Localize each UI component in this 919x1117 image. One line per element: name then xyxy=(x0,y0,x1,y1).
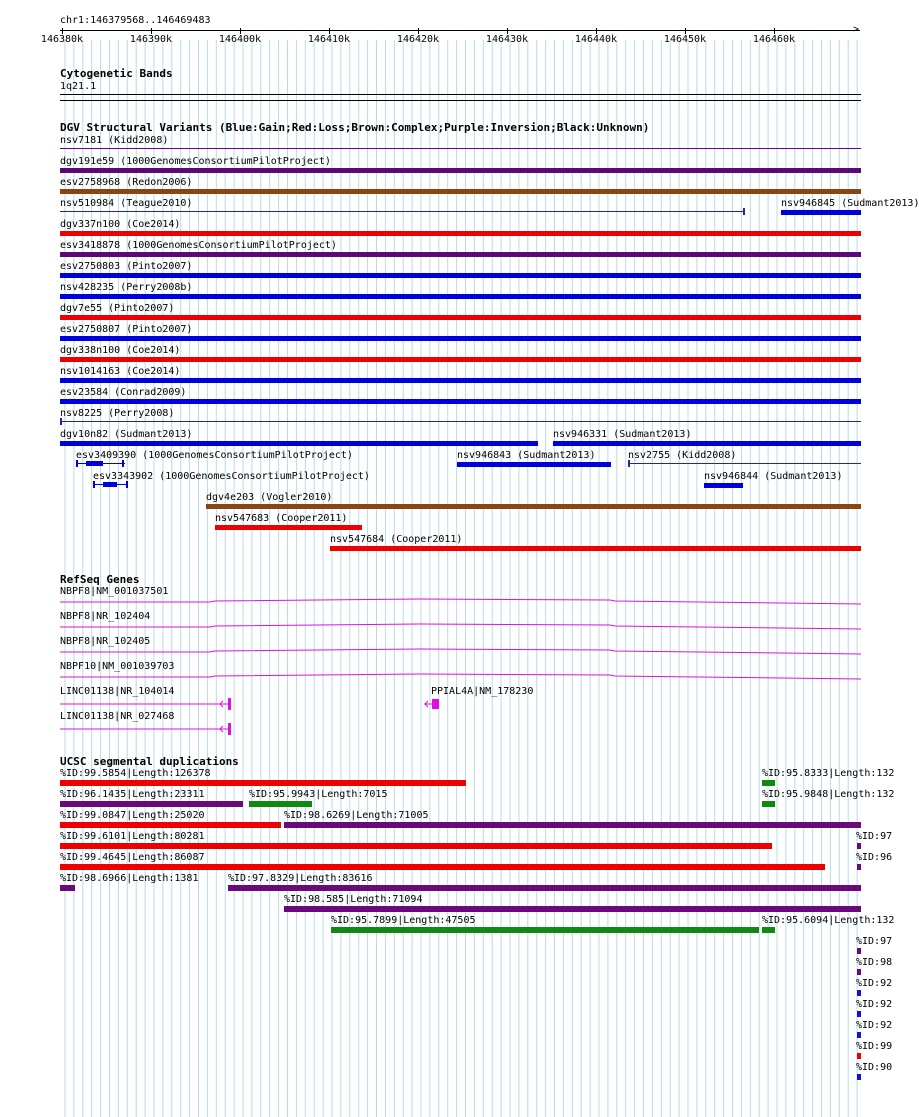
dgv-variant-bar[interactable] xyxy=(60,399,861,404)
dgv-variant-label[interactable]: nsv510984 (Teague2010) xyxy=(60,198,193,209)
segdup-label[interactable]: %ID:90 xyxy=(856,1062,893,1073)
segdup-bar[interactable] xyxy=(762,927,775,933)
ruler-tick-label: 146440k xyxy=(574,34,618,45)
segdup-label[interactable]: %ID:98 xyxy=(856,957,893,968)
dgv-variant-bar[interactable] xyxy=(60,294,861,299)
segdup-label[interactable]: %ID:95.6094|Length:132 xyxy=(762,915,895,926)
ruler-tick-label: 146400k xyxy=(218,34,262,45)
segdup-label[interactable]: %ID:98.6269|Length:71005 xyxy=(284,810,429,821)
refseq-exon[interactable] xyxy=(228,698,231,710)
segdup-label[interactable]: %ID:99.5854|Length:126378 xyxy=(60,768,211,779)
refseq-gene-label[interactable]: NBPF8|NR_102404 xyxy=(60,611,151,622)
genome-position: chr1:146379568..146469483 xyxy=(60,15,211,26)
segdup-bar[interactable] xyxy=(60,801,243,807)
segdup-bar[interactable] xyxy=(857,969,861,975)
segdup-bar[interactable] xyxy=(60,885,75,891)
dgv-variant-bar[interactable] xyxy=(60,211,745,212)
dgv-variant-bar[interactable] xyxy=(60,421,861,422)
dgv-variant-bar[interactable] xyxy=(60,189,861,194)
segdup-label[interactable]: %ID:97 xyxy=(856,831,893,842)
dgv-variant-bar[interactable] xyxy=(60,336,861,341)
segdup-label[interactable]: %ID:99.0847|Length:25020 xyxy=(60,810,205,821)
segdup-label[interactable]: %ID:95.9943|Length:7015 xyxy=(249,789,388,800)
dgv-variant-bar[interactable] xyxy=(704,483,743,488)
dgv-variant-label[interactable]: dgv191e59 (1000GenomesConsortiumPilotProject) xyxy=(60,156,331,167)
segdup-bar[interactable] xyxy=(857,948,861,954)
segdup-label[interactable]: %ID:96 xyxy=(856,852,893,863)
segdup-label[interactable]: %ID:98.585|Length:71094 xyxy=(284,894,423,905)
dgv-variant-label[interactable]: nsv547683 (Cooper2011) xyxy=(215,513,348,524)
dgv-variant-bar[interactable] xyxy=(781,210,861,215)
refseq-exon[interactable] xyxy=(432,699,439,709)
segdup-bar[interactable] xyxy=(284,822,861,828)
ruler-tick-label: 146390k xyxy=(129,34,173,45)
refseq-gene-label[interactable]: NBPF8|NM_001037501 xyxy=(60,586,169,597)
segdup-label[interactable]: %ID:99.4645|Length:86087 xyxy=(60,852,205,863)
dgv-variant-label[interactable]: nsv428235 (Perry2008b) xyxy=(60,282,193,293)
dgv-variant-bar[interactable] xyxy=(60,231,861,236)
dgv-variant-label[interactable]: dgv7e55 (Pinto2007) xyxy=(60,303,175,314)
segdup-bar[interactable] xyxy=(60,864,825,870)
segdup-label[interactable]: %ID:98.6966|Length:1381 xyxy=(60,873,199,884)
dgv-variant-label[interactable]: dgv338n100 (Coe2014) xyxy=(60,345,181,356)
dgv-variant-bar[interactable] xyxy=(628,463,861,464)
dgv-variant-label[interactable]: esv3409390 (1000GenomesConsortiumPilotProject) xyxy=(76,450,353,461)
dgv-track-title[interactable]: DGV Structural Variants (Blue:Gain;Red:Loss;Brown:Complex;Purple:Inversion;Black:Unknown) xyxy=(60,121,650,134)
dgv-variant-label[interactable]: nsv946843 (Sudmant2013) xyxy=(457,450,596,461)
ruler-tick-label: 146380k xyxy=(40,34,84,45)
segdup-bar[interactable] xyxy=(857,1074,861,1080)
dgv-variant-bar[interactable] xyxy=(60,148,861,149)
dgv-variant-bar[interactable] xyxy=(215,525,362,530)
cytoband-top-edge xyxy=(60,94,861,95)
dgv-variant-label[interactable]: esv2758968 (Redon2006) xyxy=(60,177,193,188)
segdup-track-title[interactable]: UCSC segmental duplications xyxy=(60,755,239,768)
dgv-variant-label[interactable]: nsv547684 (Cooper2011) xyxy=(330,534,463,545)
segdup-label[interactable]: %ID:97.8329|Length:83616 xyxy=(228,873,373,884)
cytoband-label[interactable]: 1q21.1 xyxy=(60,81,97,92)
segdup-bar[interactable] xyxy=(762,801,775,807)
refseq-gene-label[interactable]: NBPF10|NM_001039703 xyxy=(60,661,175,672)
dgv-variant-bar[interactable] xyxy=(60,168,861,173)
segdup-bar[interactable] xyxy=(857,1032,861,1038)
refseq-gene-label[interactable]: PPIAL4A|NM_178230 xyxy=(431,686,534,697)
dgv-variant-bar[interactable] xyxy=(743,208,745,215)
refseq-exon[interactable] xyxy=(228,723,231,735)
dgv-variant-label[interactable]: nsv7181 (Kidd2008) xyxy=(60,135,169,146)
refseq-gene-label[interactable]: LINC01138|NR_104014 xyxy=(60,686,175,697)
dgv-variant-bar[interactable] xyxy=(60,315,861,320)
cytoband-bottom-edge xyxy=(60,100,861,101)
dgv-variant-label[interactable]: esv2750807 (Pinto2007) xyxy=(60,324,193,335)
dgv-variant-label[interactable]: dgv10n82 (Sudmant2013) xyxy=(60,429,193,440)
dgv-variant-label[interactable]: esv3343902 (1000GenomesConsortiumPilotProject) xyxy=(93,471,370,482)
segdup-bar[interactable] xyxy=(228,885,861,891)
dgv-variant-label[interactable]: nsv1014163 (Coe2014) xyxy=(60,366,181,377)
segdup-label[interactable]: %ID:99.6101|Length:80281 xyxy=(60,831,205,842)
ruler-arrow-icon: > xyxy=(853,24,860,35)
ruler-tick-label: 146410k xyxy=(307,34,351,45)
segdup-bar[interactable] xyxy=(331,927,759,933)
segdup-bar[interactable] xyxy=(857,864,861,870)
segdup-label[interactable]: %ID:96.1435|Length:23311 xyxy=(60,789,205,800)
segdup-bar[interactable] xyxy=(249,801,312,807)
dgv-variant-bar[interactable] xyxy=(60,378,861,383)
segdup-bar[interactable] xyxy=(857,990,861,996)
cytoband-track-title[interactable]: Cytogenetic Bands xyxy=(60,67,173,80)
refseq-gene-label[interactable]: LINC01138|NR_027468 xyxy=(60,711,175,722)
refseq-gene-label[interactable]: NBPF8|NR_102405 xyxy=(60,636,151,647)
dgv-variant-bar[interactable] xyxy=(206,504,861,509)
dgv-variant-bar[interactable] xyxy=(60,441,538,446)
segdup-bar[interactable] xyxy=(284,906,861,912)
dgv-variant-bar[interactable] xyxy=(60,252,861,257)
segdup-label[interactable]: %ID:92 xyxy=(856,999,893,1010)
dgv-variant-bar[interactable] xyxy=(553,441,861,446)
segdup-bar[interactable] xyxy=(857,843,861,849)
segdup-bar[interactable] xyxy=(857,1011,861,1017)
segdup-label[interactable]: %ID:95.8333|Length:132 xyxy=(762,768,895,779)
dgv-variant-bar[interactable] xyxy=(60,273,861,278)
segdup-label[interactable]: %ID:92 xyxy=(856,978,893,989)
ruler-tick-label: 146430k xyxy=(485,34,529,45)
dgv-variant-label[interactable]: esv23584 (Conrad2009) xyxy=(60,387,187,398)
dgv-variant-label[interactable]: esv3418878 (1000GenomesConsortiumPilotProject) xyxy=(60,240,337,251)
segdup-label[interactable]: %ID:95.7899|Length:47505 xyxy=(331,915,476,926)
dgv-variant-bar[interactable] xyxy=(457,462,611,467)
dgv-variant-label[interactable]: nsv946845 (Sudmant2013) xyxy=(781,198,919,209)
segdup-bar[interactable] xyxy=(60,780,466,786)
ruler-tick-label: 146460k xyxy=(752,34,796,45)
dgv-variant-label[interactable]: nsv946331 (Sudmant2013) xyxy=(553,429,692,440)
segdup-label[interactable]: %ID:97 xyxy=(856,936,893,947)
ruler-tick-label: 146450k xyxy=(663,34,707,45)
segdup-bar[interactable] xyxy=(60,843,772,849)
dgv-variant-bar[interactable] xyxy=(330,546,861,551)
dgv-variant-bar[interactable] xyxy=(60,357,861,362)
dgv-variant-label[interactable]: nsv8225 (Perry2008) xyxy=(60,408,175,419)
refseq-track-title[interactable]: RefSeq Genes xyxy=(60,573,140,586)
dgv-variant-label[interactable]: dgv4e203 (Vogler2010) xyxy=(206,492,333,503)
segdup-label[interactable]: %ID:99 xyxy=(856,1041,893,1052)
dgv-variant-label[interactable]: dgv337n100 (Coe2014) xyxy=(60,219,181,230)
ruler-tick-label: 146420k xyxy=(396,34,440,45)
ruler-axis xyxy=(60,30,860,31)
segdup-bar[interactable] xyxy=(857,1053,861,1059)
segdup-label[interactable]: %ID:92 xyxy=(856,1020,893,1031)
dgv-variant-label[interactable]: nsv2755 (Kidd2008) xyxy=(628,450,737,461)
segdup-label[interactable]: %ID:95.9848|Length:132 xyxy=(762,789,895,800)
dgv-variant-label[interactable]: esv2750803 (Pinto2007) xyxy=(60,261,193,272)
dgv-variant-label[interactable]: nsv946844 (Sudmant2013) xyxy=(704,471,843,482)
segdup-bar[interactable] xyxy=(762,780,775,786)
segdup-bar[interactable] xyxy=(60,822,281,828)
